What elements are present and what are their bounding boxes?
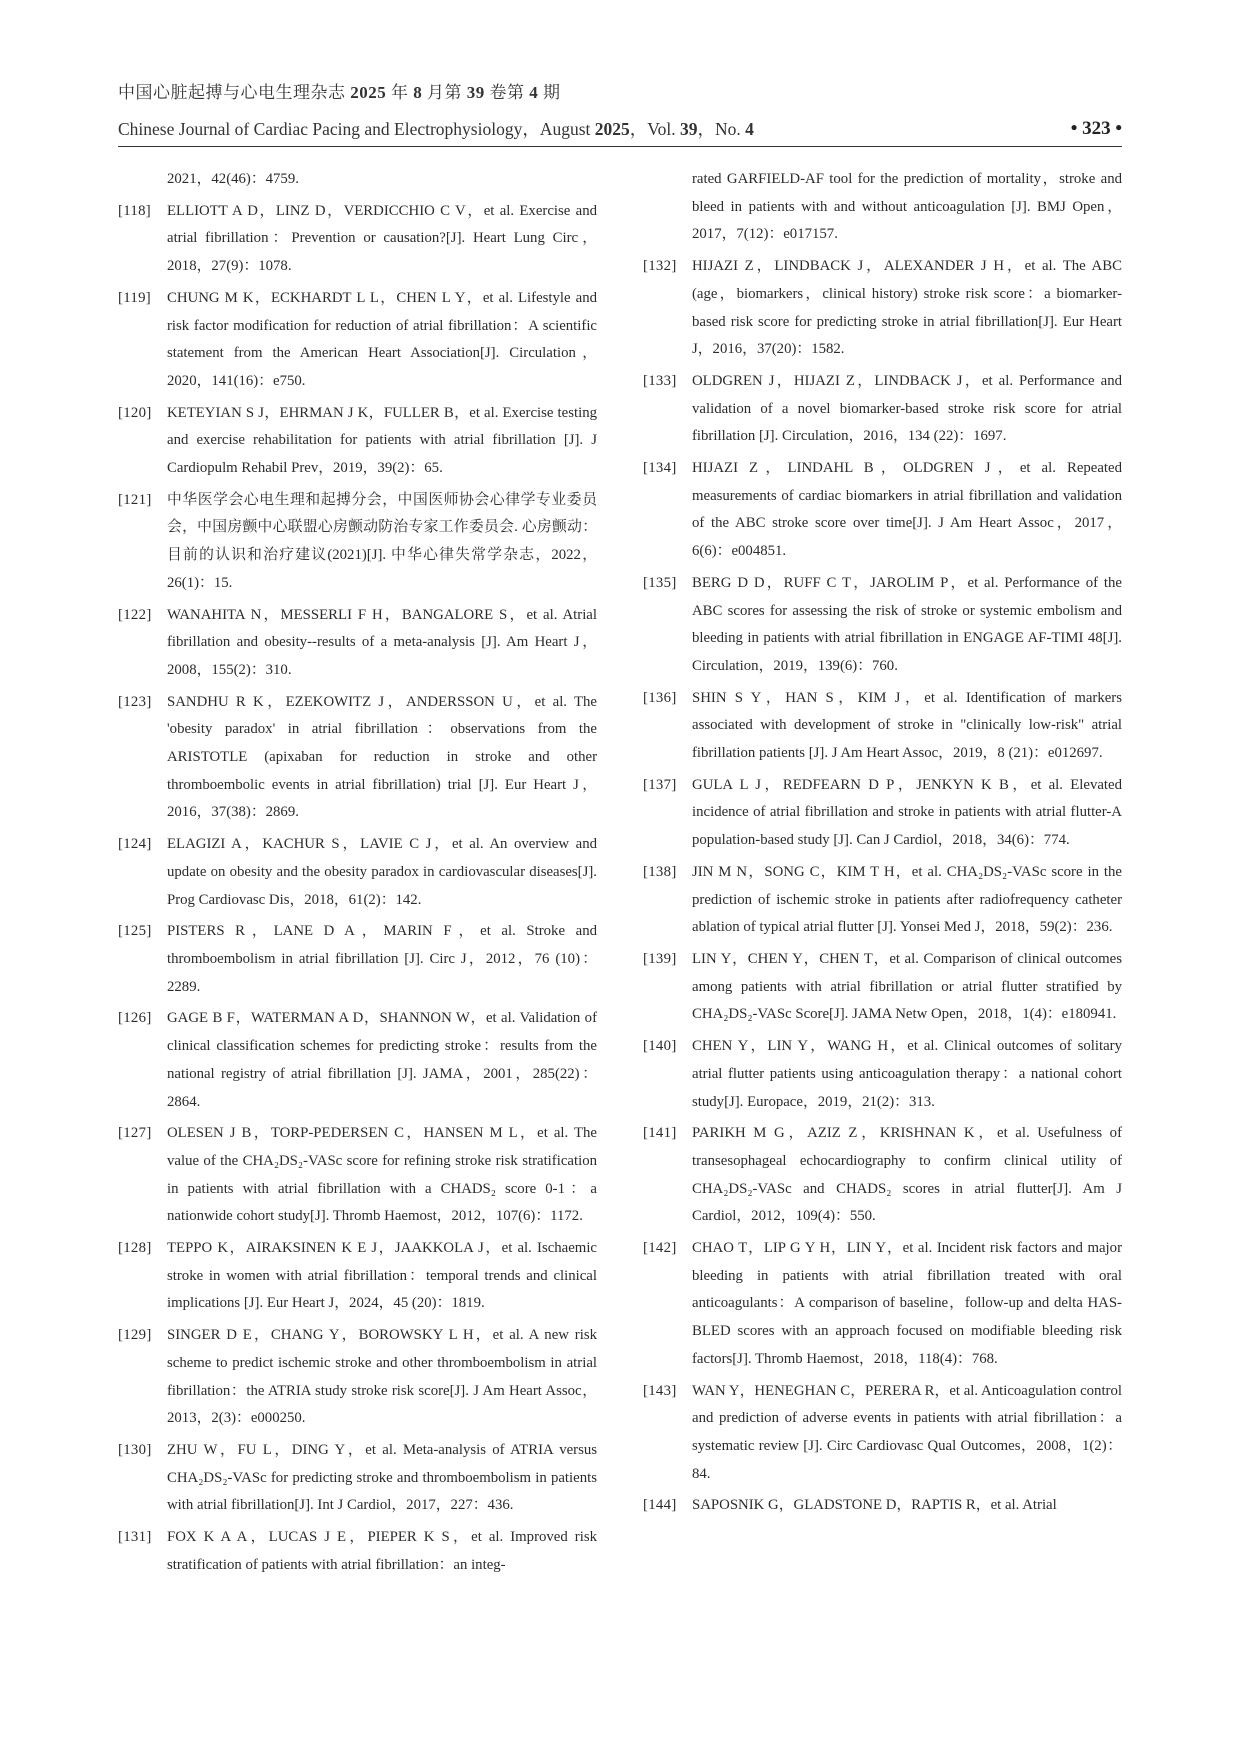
reference-entry <box>643 1120 1122 1231</box>
reference-number: [129] <box>118 1327 152 1344</box>
reference-number: [144] <box>643 1497 677 1514</box>
reference-entry <box>118 689 597 828</box>
reference-text: PISTERS R，LANE D A，MARIN F，et al. Stroke and thromboembolism in atrial fibrillation [J]. Circ J，2012，76 (10)：2289. <box>167 923 597 995</box>
reference-number: [142] <box>643 1240 677 1257</box>
reference-entry <box>643 1492 1122 1520</box>
reference-text: WANAHITA N，MESSERLI F H，BANGALORE S，et al. Atrial fibrillation and obesity--results of a meta-analysis [J]. Am Heart J，2008，155(2)：310. <box>167 606 597 678</box>
journal-title-cn: 中国心脏起搏与心电生理杂志 2025 年 8 月第 39 卷第 4 期 <box>118 83 561 102</box>
reference-number: [118] <box>118 202 152 219</box>
reference-number: [125] <box>118 923 152 940</box>
reference-entry <box>643 166 1122 249</box>
reference-entry <box>118 602 597 685</box>
reference-number: [140] <box>643 1038 677 1055</box>
reference-column-left <box>118 166 597 1583</box>
reference-number: [120] <box>118 404 152 421</box>
reference-text: ELAGIZI A，KACHUR S，LAVIE C J，et al. An overview and update on obesity and the obesity paradox in cardiovascular diseases[J]. Prog Cardiovasc Dis，2018，61(2)：142. <box>167 836 597 908</box>
reference-number: [130] <box>118 1441 152 1458</box>
page-header <box>118 82 1122 140</box>
reference-text: CHAO T，LIP G Y H，LIN Y，et al. Incident risk factors and major bleeding in patients with atrial fibrillation treated with oral anticoagulants：A comparison of baseline，follow-up and delta HAS-BLED scores with an approach focused on modifiable bleeding risk factors[J]. Thromb Haemost，2018，118(4)：768. <box>692 1240 1122 1367</box>
reference-number: [123] <box>118 693 152 710</box>
reference-text: WAN Y，HENEGHAN C，PERERA R，et al. Anticoagulation control and prediction of adverse events in patients with atrial fibrillation：a systematic review [J]. Circ Cardiovasc Qual Outcomes，2008，1(2)：84. <box>692 1382 1122 1482</box>
reference-entry <box>118 1235 597 1318</box>
reference-entry <box>118 1005 597 1116</box>
reference-number: [126] <box>118 1010 152 1027</box>
reference-entry <box>118 487 597 598</box>
reference-entry <box>643 1235 1122 1374</box>
reference-entry <box>643 859 1122 942</box>
reference-text: ZHU W，FU L，DING Y，et al. Meta-analysis of ATRIA versus CHA₂DS₂-VASc for predicting stroke and thromboembolism in patients with atrial fibrillation[J]. Int J Cardiol，2017，227：436. <box>167 1441 597 1514</box>
reference-text: SAPOSNIK G，GLADSTONE D，RAPTIS R，et al. Atrial <box>692 1497 1057 1514</box>
reference-entry <box>118 1524 597 1579</box>
reference-text: SANDHU R K，EZEKOWITZ J，ANDERSSON U，et al. The 'obesity paradox' in atrial fibrillation：observations from the ARISTOTLE (apixaban for reduction in stroke and other thromboembolic events in atrial fibrillation) trial [J]. Eur Heart J，2016，37(38)：2869. <box>167 693 597 821</box>
reference-text: LIN Y，CHEN Y，CHEN T，et al. Comparison of clinical outcomes among patients with atrial fibrillation or atrial flutter stratified by CHA₂DS₂-VASc Score[J]. JAMA Netw Open，2018，1(4)：e180941. <box>692 950 1122 1023</box>
reference-number: [137] <box>643 776 677 793</box>
reference-entry <box>643 946 1122 1029</box>
reference-entry <box>118 166 597 194</box>
reference-entry <box>118 1437 597 1520</box>
reference-entry <box>643 1033 1122 1116</box>
reference-entry <box>118 918 597 1001</box>
journal-title-en: Chinese Journal of Cardiac Pacing and Electrophysiology，August 2025，Vol. 39，No. 4 <box>118 119 754 139</box>
reference-number: [136] <box>643 689 677 706</box>
reference-text: SHIN S Y，HAN S，KIM J，et al. Identification of markers associated with development of stroke in "clinically low-risk" atrial fibrillation patients [J]. J Am Heart Assoc，2019，8 (21)：e012697. <box>692 689 1122 762</box>
reference-entry <box>118 400 597 483</box>
reference-number: [139] <box>643 950 677 967</box>
reference-text: CHEN Y，LIN Y，WANG H，et al. Clinical outcomes of solitary atrial flutter patients using anticoagulation therapy：a national cohort study[J]. Europace，2019，21(2)：313. <box>692 1038 1122 1110</box>
reference-text: ELLIOTT A D，LINZ D，VERDICCHIO C V，et al. Exercise and atrial fibrillation：Prevention or causation?[J]. Heart Lung Circ，2018，27(9)：1078. <box>167 202 597 275</box>
reference-text: 2021，42(46)：4759. <box>167 171 299 187</box>
reference-entry <box>118 1322 597 1433</box>
reference-number: [128] <box>118 1240 152 1257</box>
reference-column-right <box>643 166 1122 1524</box>
reference-entry <box>643 253 1122 364</box>
reference-number: [141] <box>643 1125 677 1142</box>
reference-text: HIJAZI Z，LINDBACK J，ALEXANDER J H，et al. The ABC (age，biomarkers，clinical history) stroke risk score：a biomarker-based risk score for predicting stroke in atrial fibrillation[J]. Eur Heart J，2016，37(20)：1582. <box>692 258 1122 358</box>
reference-text: TEPPO K，AIRAKSINEN K E J，JAAKKOLA J，et al. Ischaemic stroke in women with atrial fibrillation：temporal trends and clinical implications [J]. Eur Heart J，2024，45 (20)：1819. <box>167 1240 597 1312</box>
reference-entry <box>643 685 1122 768</box>
reference-entry <box>118 1120 597 1231</box>
header-rule <box>118 146 1122 147</box>
reference-text: FOX K A A，LUCAS J E，PIEPER K S，et al. Improved risk stratification of patients with atrial fibrillation：an integ- <box>167 1529 597 1573</box>
reference-text: GAGE B F，WATERMAN A D，SHANNON W，et al. Validation of clinical classification schemes for predicting stroke：results from the national registry of atrial fibrillation [J]. JAMA，2001，285(22)：2864. <box>167 1010 597 1110</box>
reference-text: JIN M N，SONG C，KIM T H，et al. CHA₂DS₂-VASc score in the prediction of ischemic stroke in patients after radiofrequency catheter ablation of typical atrial flutter [J]. Yonsei Med J，2018，59(2)：236. <box>692 863 1122 936</box>
reference-number: [134] <box>643 460 677 477</box>
reference-entry <box>118 198 597 281</box>
reference-number: [122] <box>118 606 152 623</box>
reference-entry <box>118 831 597 914</box>
reference-number: [127] <box>118 1125 152 1142</box>
reference-number: [132] <box>643 258 677 275</box>
reference-entry <box>643 455 1122 566</box>
reference-text: OLDGREN J，HIJAZI Z，LINDBACK J，et al. Performance and validation of a novel biomarker-based stroke risk score for atrial fibrillation [J]. Circulation，2016，134 (22)：1697. <box>692 372 1122 445</box>
reference-text: BERG D D，RUFF C T，JAROLIM P，et al. Performance of the ABC scores for assessing the risk of stroke or systemic embolism and bleeding in patients with atrial fibrillation in ENGAGE AF-TIMI 48[J]. Circulation，2019，139(6)：760. <box>692 574 1122 674</box>
reference-entry <box>643 368 1122 451</box>
reference-number: [121] <box>118 491 152 508</box>
reference-text: CHUNG M K，ECKHARDT L L，CHEN L Y，et al. Lifestyle and risk factor modification for reduction of atrial fibrillation：A scientific statement from the American Heart Association[J]. Circulation，2020，141(16)：e750. <box>167 289 597 389</box>
reference-number: [119] <box>118 289 152 306</box>
reference-number: [124] <box>118 836 152 853</box>
reference-text: rated GARFIELD-AF tool for the prediction of mortality，stroke and bleed in patients with and without anticoagulation [J]. BMJ Open，2017，7(12)：e017157. <box>692 171 1122 243</box>
reference-text: PARIKH M G，AZIZ Z，KRISHNAN K，et al. Usefulness of transesophageal echocardiography to confirm clinical utility of CHA₂DS₂-VASc and CHADS₂ scores in atrial flutter[J]. Am J Cardiol，2012，109(4)：550. <box>692 1125 1122 1225</box>
reference-text: 中华医学会心电生理和起搏分会，中国医师协会心律学专业委员会，中国房颤中心联盟心房颤动防治专家工作委员会. 心房颤动：目前的认识和治疗建议(2021)[J]. 中华心律失常学杂志，2022，26(1)：15. <box>167 491 597 591</box>
reference-entry <box>118 285 597 396</box>
reference-entry <box>643 772 1122 855</box>
reference-text: SINGER D E，CHANG Y，BOROWSKY L H，et al. A new risk scheme to predict ischemic stroke and other thromboembolism in atrial fibrillation：the ATRIA study stroke risk score[J]. J Am Heart Assoc，2013，2(3)：e000250. <box>167 1327 597 1427</box>
reference-text: HIJAZI Z，LINDAHL B，OLDGREN J，et al. Repeated measurements of cardiac biomarkers in atrial fibrillation and validation of the ABC stroke score over time[J]. J Am Heart Assoc，2017，6(6)：e004851. <box>692 460 1122 560</box>
reference-number: [135] <box>643 574 677 591</box>
reference-number: [131] <box>118 1529 152 1546</box>
reference-text: KETEYIAN S J，EHRMAN J K，FULLER B，et al. Exercise testing and exercise rehabilitation for patients with atrial fibrillation [J]. J Cardiopulm Rehabil Prev，2019，39(2)：65. <box>167 404 597 477</box>
reference-text: OLESEN J B，TORP-PEDERSEN C，HANSEN M L，et al. The value of the CHA₂DS₂-VASc score for refining stroke risk stratification in patients with atrial fibrillation with a CHADS₂ score 0-1：a nationwide cohort study[J]. Thromb Haemost，2012，107(6)：1172. <box>167 1125 597 1225</box>
reference-text: GULA L J，REDFEARN D P，JENKYN K B，et al. Elevated incidence of atrial fibrillation and stroke in patients with atrial flutter-A population-based study [J]. Can J Cardiol，2018，34(6)：774. <box>692 776 1122 849</box>
reference-number: [143] <box>643 1382 677 1399</box>
page-number: • 323 • <box>1070 118 1122 139</box>
reference-number: [138] <box>643 863 677 880</box>
reference-number: [133] <box>643 372 677 389</box>
reference-entry <box>643 1378 1122 1489</box>
reference-entry <box>643 570 1122 681</box>
